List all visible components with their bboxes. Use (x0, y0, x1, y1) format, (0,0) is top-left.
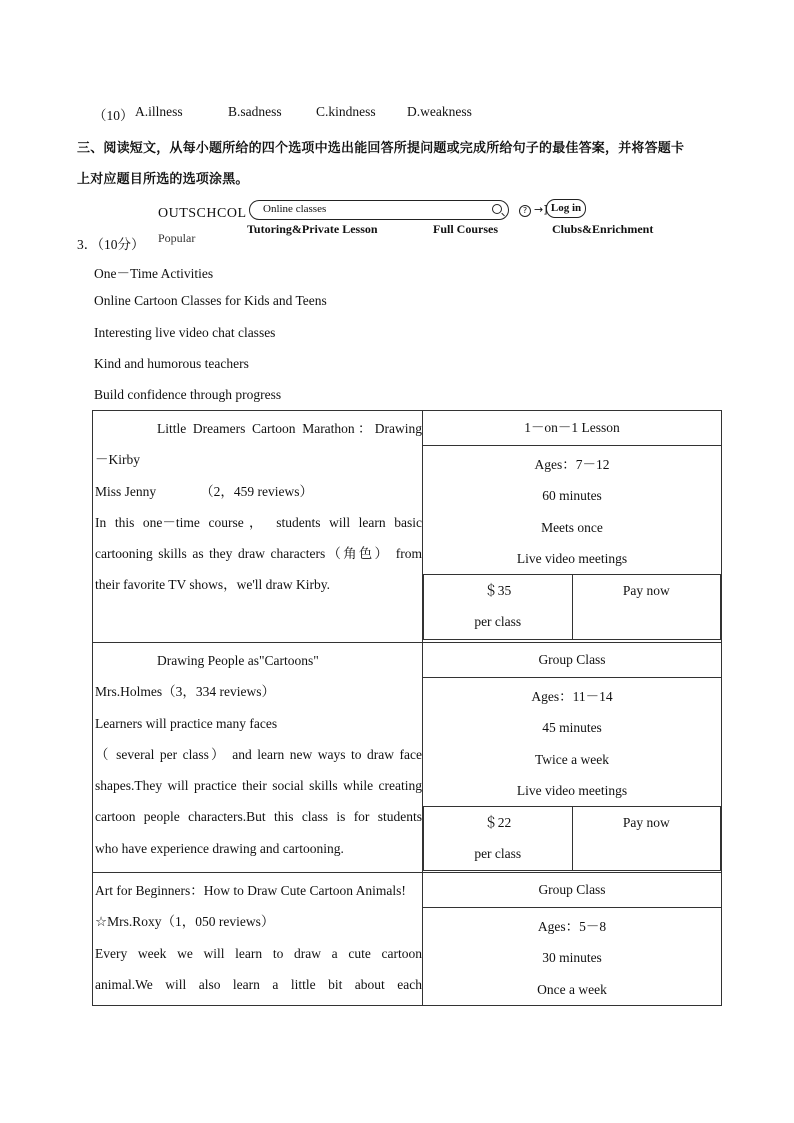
search-input[interactable]: Online classes (263, 203, 327, 215)
review-count: （2，459 reviews） (200, 483, 313, 499)
class-duration: 60 minutes (542, 488, 602, 504)
class-type: Group Class (538, 652, 606, 667)
course-desc-line: cartoon people characters.But this class is for students (95, 809, 422, 825)
sign-in-icon[interactable]: →] (534, 203, 548, 216)
feature-item: Online Cartoon Classes for Kids and Teens (94, 293, 327, 308)
class-duration: 30 minutes (542, 950, 602, 966)
class-details (423, 907, 721, 1005)
login-button[interactable]: Log in (546, 199, 586, 218)
course-description-cell (93, 643, 423, 873)
class-ages: Ages：5－8 (537, 919, 607, 934)
course-desc-line: animal.We will also learn a little bit about each (95, 976, 422, 992)
course-teacher-line: Mrs.Holmes（3，334 reviews） (95, 684, 275, 700)
course-description-cell (93, 873, 423, 1006)
course-desc-line: Every week we will learn to draw a cute cartoon (95, 945, 422, 961)
class-type: 1－on－1 Lesson (524, 420, 620, 435)
search-box[interactable] (249, 200, 509, 220)
option-a: A.illness (135, 104, 183, 119)
price-unit: per class (474, 614, 522, 630)
site-logo: OUTSCHCOL (158, 206, 247, 221)
pay-now-button[interactable]: Pay now (572, 575, 721, 640)
price-value: ＄22 (484, 815, 512, 830)
course-desc-line: their favorite TV shows，we'll draw Kirby. (95, 577, 331, 593)
course-title: Little Dreamers Cartoon Marathon：Drawing (157, 421, 422, 436)
course-title: Drawing People as"Cartoons" (157, 653, 319, 668)
nav-full-courses[interactable]: Full Courses (433, 222, 499, 236)
class-details (423, 445, 721, 574)
price-value: ＄35 (484, 583, 512, 598)
course-description-cell (93, 411, 423, 643)
option-c: C.kindness (316, 104, 376, 119)
search-icon[interactable] (492, 204, 502, 214)
price-unit: per class (474, 846, 522, 862)
feature-item: One－Time Activities (94, 266, 214, 281)
course-table (92, 410, 722, 1006)
course-desc-line: who have experience drawing and cartooning. (95, 840, 344, 856)
course-info-cell (423, 643, 722, 873)
course-teacher-line (95, 476, 422, 507)
feature-item: Interesting live video chat classes (94, 325, 276, 340)
course-desc-line: shapes.They will practice their social skills while creating (95, 778, 422, 794)
class-frequency: Once a week (537, 981, 607, 997)
option-b: B.sadness (228, 104, 282, 119)
course-title: Art for Beginners：How to Draw Cute Cartoon Animals! (95, 883, 406, 898)
course-desc-line: （ several per class） and learn new ways to draw face (95, 746, 422, 762)
option-d: D.weakness (407, 104, 472, 119)
section-heading-line2: 上对应题目所选的选项涂黑。 (77, 172, 249, 187)
feature-item: Kind and humorous teachers (94, 356, 249, 371)
section-heading-line1: 三、阅读短文，从每小题所给的四个选项中选出能回答所提问题或完成所给句子的最佳答案，并将答题卡 (77, 141, 685, 156)
feature-item: Build confidence through progress (94, 387, 282, 402)
table-row (93, 873, 722, 1006)
teacher-name: Miss Jenny (95, 483, 157, 499)
course-desc-line: cartooning skills as they draw characters（角色） from (95, 546, 422, 562)
pay-now-button[interactable]: Pay now (572, 807, 721, 871)
price-row (423, 574, 721, 640)
class-format: Live video meetings (516, 782, 628, 798)
popular-label[interactable]: Popular (158, 231, 196, 245)
table-row (93, 411, 722, 643)
option-number: （10） (93, 108, 134, 123)
price-row (423, 806, 721, 871)
class-ages: Ages：7－12 (534, 457, 610, 472)
table-row (93, 643, 722, 873)
class-type: Group Class (538, 882, 606, 897)
class-frequency: Meets once (541, 519, 603, 535)
nav-clubs[interactable]: Clubs&Enrichment (552, 222, 654, 236)
class-frequency: Twice a week (534, 751, 609, 767)
class-format: Live video meetings (516, 550, 628, 566)
course-info-cell (423, 411, 722, 643)
course-desc-line: Learners will practice many faces (95, 715, 278, 731)
price-cell (424, 807, 573, 871)
class-duration: 45 minutes (542, 720, 602, 736)
course-desc-line: In this one－time course， students will learn basic (95, 514, 422, 530)
course-title-cont: －Kirby (95, 452, 140, 468)
course-teacher-line: ☆Mrs.Roxy（1，050 reviews） (95, 914, 275, 930)
course-info-cell (423, 873, 722, 1006)
class-ages: Ages：11－14 (531, 689, 613, 704)
price-cell (424, 575, 573, 640)
class-details (423, 677, 721, 806)
nav-tutoring[interactable]: Tutoring&Private Lesson (247, 222, 378, 236)
help-icon[interactable]: ? (519, 205, 531, 217)
question-number: 3．（10分） (77, 237, 145, 252)
